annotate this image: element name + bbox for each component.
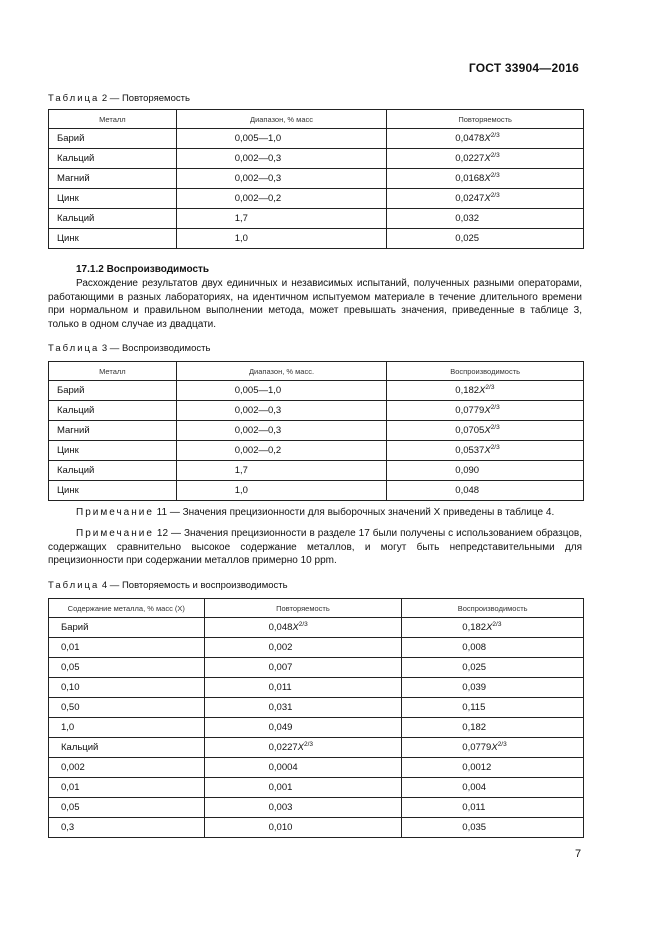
reproducibility-cell-exponent: 2/3 [497,741,507,748]
precision-cell [387,401,584,421]
reproducibility-cell-value: 0,115 [462,702,486,713]
repeatability-cell-value: 0,0004 [268,762,298,773]
content-cell-value: 0,01 [61,782,80,793]
range-cell-value: 0,002—0,3 [234,153,282,164]
table3-header-range: Диапазон, % масс. [176,362,387,381]
table3-caption-prefix: Таблица [48,343,100,354]
range-cell-value: 0,005—1,0 [234,133,282,144]
reproducibility-cell-value: 0,0012 [462,762,492,773]
metal-cell [49,129,177,149]
metal-cell [49,149,177,169]
precision-cell-exponent: 2/3 [490,424,500,431]
reproducibility-cell [402,758,584,778]
table-row [49,441,584,461]
range-cell-value: 1,0 [234,233,248,244]
repeatability-cell-value: 0,007 [268,662,293,673]
repeatability-cell-value: 0,002 [268,642,293,653]
metal-cell [49,189,177,209]
precision-cell-exponent: 2/3 [485,384,495,391]
metal-cell [49,421,177,441]
reproducibility-cell [402,798,584,818]
table2-header-metal: Металл [49,110,177,129]
table2-header-range: Диапазон, % масс [176,110,387,129]
table2-caption-title: 2 — Повторяемость [99,93,190,104]
precision-cell [387,229,584,249]
repeatability-cell [204,618,402,638]
reproducibility-cell-value: 0,182 [462,722,487,733]
precision-cell-value: 0,0227X [455,153,491,164]
range-cell [176,189,387,209]
table3-header-reproducibility: Воспроизводимость [387,362,584,381]
precision-cell [387,421,584,441]
precision-cell-value: 0,0168X [455,173,491,184]
table2-caption-prefix: Таблица [48,93,100,104]
table-row [49,189,584,209]
metal-cell-value: Цинк [57,445,79,456]
table-row [49,461,584,481]
precision-cell-value: 0,032 [455,213,480,224]
precision-cell-value: 0,0705X [455,425,491,436]
table-row [49,718,584,738]
precision-cell-value: 0,025 [455,233,480,244]
reproducibility-cell [402,738,584,758]
range-cell [176,149,387,169]
reproducibility-cell [402,618,584,638]
table3-header-metal: Металл [49,362,177,381]
content-cell-value: 0,50 [61,702,80,713]
content-cell [49,798,205,818]
metal-cell [49,229,177,249]
table-row [49,798,584,818]
reproducibility-cell [402,638,584,658]
reproducibility-cell-value: 0,011 [462,802,486,813]
table4 [48,598,584,838]
range-cell-value: 1,0 [234,485,248,496]
range-cell-value: 0,002—0,3 [234,425,282,436]
reproducibility-cell-value: 0,182X [462,622,493,633]
precision-cell-value: 0,0247X [455,193,491,204]
repeatability-cell-value: 0,003 [268,802,293,813]
range-cell-value: 0,002—0,2 [234,445,282,456]
note-11-label: Примечание [76,507,154,518]
precision-cell-value: 0,0779X [455,405,491,416]
reproducibility-cell [402,658,584,678]
note-12 [48,527,582,568]
range-cell-value: 1,7 [234,213,248,224]
repeatability-cell-value: 0,010 [268,822,293,833]
repeatability-cell-value: 0,049 [268,722,293,733]
precision-cell-value: 0,048 [455,485,480,496]
range-cell [176,421,387,441]
section-paragraph: Расхождение результатов двух единичных и независимых испытаний, полученных разными операторами, работающими в разных лабораториях, на идентичном испытуемом материале в течение длительного времени при нормальном и правильном выполнении метода, может превышать значения, приведенные в таблице 3, только в одном случае из двадцати. [48,278,582,330]
content-cell [49,738,205,758]
table4-header-content: Содержание металла, % масс (X) [49,599,205,618]
table-row [49,638,584,658]
reproducibility-cell-value: 0,025 [462,662,487,673]
precision-cell [387,149,584,169]
range-cell-value: 0,002—0,3 [234,405,282,416]
repeatability-cell [204,718,402,738]
repeatability-cell [204,678,402,698]
content-cell [49,818,205,838]
repeatability-cell-exponent: 2/3 [298,621,308,628]
metal-cell-value: Кальций [57,465,95,476]
precision-cell [387,189,584,209]
repeatability-cell-value: 0,0227X [268,742,305,753]
reproducibility-cell [402,678,584,698]
metal-cell-value: Барий [57,385,85,396]
precision-cell [387,461,584,481]
table-row [49,678,584,698]
note-11-text: 11 — Значения прецизионности для выборочных значений X приведены в таблице 4. [153,507,555,518]
precision-cell-exponent: 2/3 [490,132,500,139]
metal-cell-value: Кальций [57,213,95,224]
repeatability-cell [204,818,402,838]
table4-caption-prefix: Таблица [48,580,100,591]
note-11 [48,506,582,520]
metal-cell-value: Барий [57,133,85,144]
reproducibility-cell [402,718,584,738]
precision-cell [387,129,584,149]
table-row [49,618,584,638]
table-row [49,149,584,169]
precision-cell [387,441,584,461]
precision-cell-exponent: 2/3 [490,152,500,159]
reproducibility-cell-value: 0,035 [462,822,487,833]
precision-cell-value: 0,0478X [455,133,491,144]
content-cell-value: 0,05 [61,662,80,673]
range-cell [176,461,387,481]
table-row [49,401,584,421]
content-cell-value: 0,10 [61,682,80,693]
content-cell-value: 0,002 [61,762,85,773]
table-row [49,129,584,149]
section-title: 17.1.2 Воспроизводимость [76,264,210,275]
repeatability-cell [204,658,402,678]
metal-cell-value: Кальций [57,153,95,164]
precision-cell-exponent: 2/3 [490,172,500,179]
table3-caption-title: 3 — Воспроизводимость [99,343,211,354]
precision-cell [387,481,584,501]
note-12-label: Примечание [76,528,154,539]
content-cell-value: 0,01 [61,642,80,653]
document-id: ГОСТ 33904—2016 [468,61,579,75]
table-row [49,698,584,718]
metal-cell-value: Цинк [57,233,79,244]
reproducibility-cell-value: 0,008 [462,642,487,653]
metal-cell-value: Магний [57,425,90,436]
metal-cell [49,401,177,421]
range-cell-value: 0,002—0,3 [234,173,282,184]
repeatability-cell [204,798,402,818]
table-row [49,229,584,249]
repeatability-cell-value: 0,031 [268,702,293,713]
metal-cell [49,381,177,401]
reproducibility-cell [402,698,584,718]
precision-cell-exponent: 2/3 [490,404,500,411]
repeatability-cell [204,778,402,798]
metal-cell-value: Цинк [57,485,79,496]
repeatability-cell-exponent: 2/3 [304,741,314,748]
content-cell-value: Барий [61,622,89,633]
content-cell [49,718,205,738]
table-row [49,758,584,778]
range-cell-value: 0,005—1,0 [234,385,282,396]
metal-cell [49,481,177,501]
range-cell [176,401,387,421]
reproducibility-cell-value: 0,0779X [462,742,498,753]
table-row [49,381,584,401]
reproducibility-cell [402,818,584,838]
precision-cell-value: 0,090 [455,465,480,476]
precision-cell [387,381,584,401]
table-row [49,738,584,758]
content-cell [49,638,205,658]
range-cell-value: 0,002—0,2 [234,193,282,204]
repeatability-cell [204,758,402,778]
range-cell [176,169,387,189]
metal-cell [49,209,177,229]
table-row [49,481,584,501]
precision-cell [387,209,584,229]
table4-caption [48,580,288,591]
repeatability-cell-value: 0,001 [268,782,293,793]
range-cell [176,229,387,249]
table3 [48,361,584,501]
table3-caption [48,343,210,354]
content-cell-value: 0,05 [61,802,80,813]
range-cell-value: 1,7 [234,465,248,476]
content-cell-value: Кальций [61,742,99,753]
content-cell [49,758,205,778]
reproducibility-cell-exponent: 2/3 [492,621,502,628]
table2 [48,109,584,249]
page-number: 7 [575,848,582,860]
precision-cell-exponent: 2/3 [490,444,500,451]
precision-cell-exponent: 2/3 [490,192,500,199]
content-cell-value: 1,0 [61,722,75,733]
note-12-text: 12 — Значения прецизионности в разделе 17 были получены с использованием образцов, содержащих сравнительно высокое содержание металлов, и могут быть непредставительными для прецизионности при содержании металлов примерно 10 ppm. [48,528,582,566]
reproducibility-cell-value: 0,004 [462,782,487,793]
table-row [49,421,584,441]
range-cell [176,481,387,501]
repeatability-cell-value: 0,011 [268,682,292,693]
precision-cell [387,169,584,189]
metal-cell-value: Магний [57,173,90,184]
precision-cell-value: 0,182X [455,385,486,396]
content-cell [49,778,205,798]
content-cell-value: 0,3 [61,822,75,833]
range-cell [176,209,387,229]
precision-cell-value: 0,0537X [455,445,491,456]
table4-caption-title: 4 — Повторяемость и воспроизводимость [99,580,288,591]
repeatability-cell [204,698,402,718]
content-cell [49,698,205,718]
metal-cell [49,169,177,189]
range-cell [176,381,387,401]
table-row [49,209,584,229]
content-cell [49,618,205,638]
table-row [49,658,584,678]
table2-header-repeatability: Повторяемость [387,110,584,129]
table4-header-repeatability: Повторяемость [204,599,402,618]
range-cell [176,129,387,149]
repeatability-cell-value: 0,048X [268,622,299,633]
metal-cell-value: Кальций [57,405,95,416]
table-row [49,169,584,189]
metal-cell [49,441,177,461]
repeatability-cell [204,738,402,758]
metal-cell [49,461,177,481]
table-row [49,818,584,838]
metal-cell-value: Цинк [57,193,79,204]
table4-header-reproducibility: Воспроизводимость [402,599,584,618]
reproducibility-cell [402,778,584,798]
table2-caption [48,93,190,104]
table-row [49,778,584,798]
repeatability-cell [204,638,402,658]
content-cell [49,658,205,678]
reproducibility-cell-value: 0,039 [462,682,487,693]
range-cell [176,441,387,461]
content-cell [49,678,205,698]
